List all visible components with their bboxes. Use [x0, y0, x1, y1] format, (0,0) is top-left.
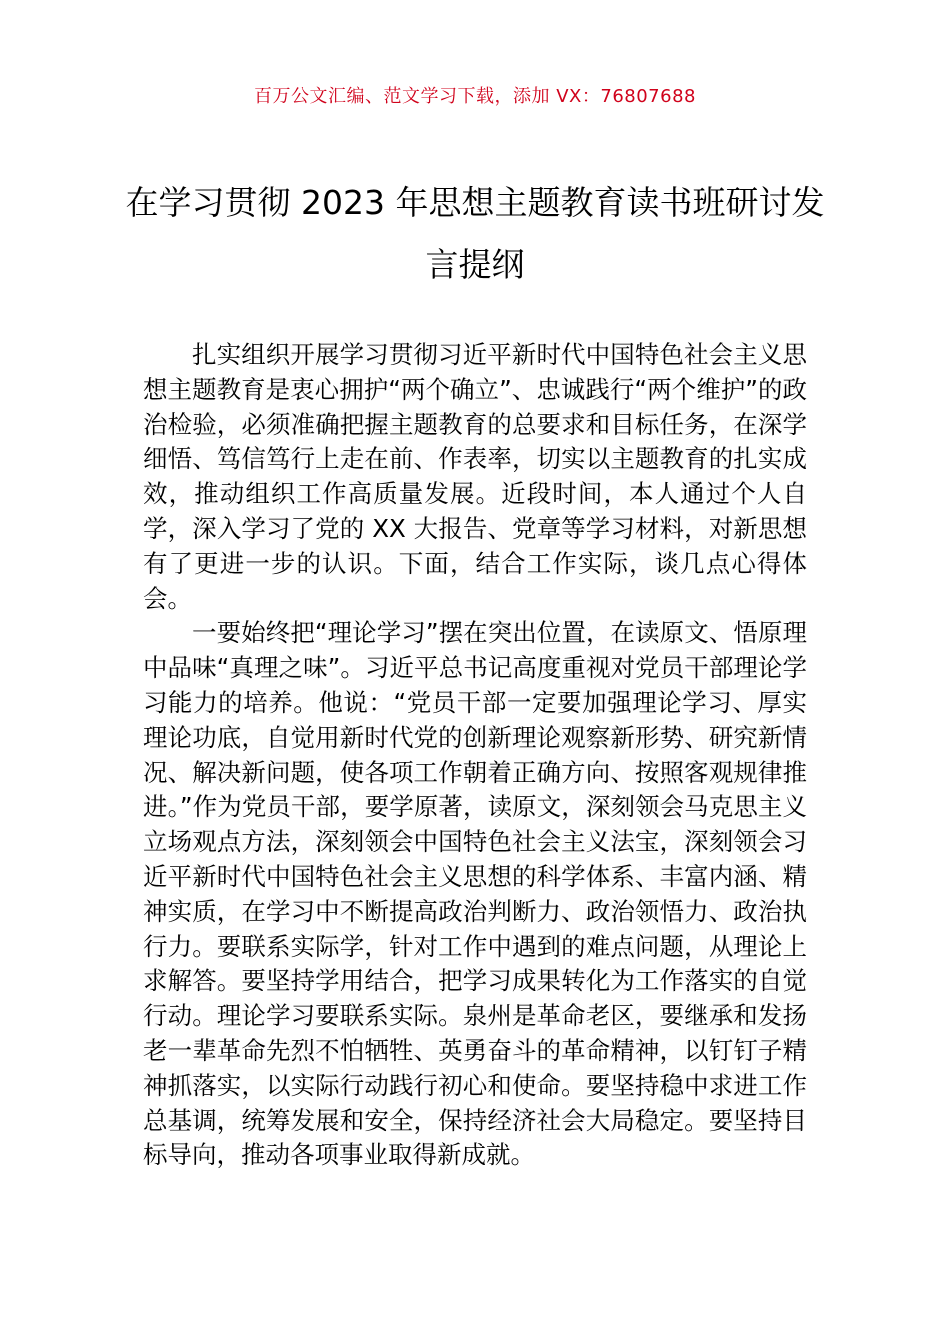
- paragraph-intro: 扎实组织开展学习贯彻习近平新时代中国特色社会主义思想主题教育是衷心拥护“两个确立”、忠诚践行“两个维护”的政治检验，必须准确把握主题教育的总要求和目标任务，在深学细悟、笃信笃行上走在前、作表率，切实以主题教育的扎实成效，推动组织工作高质量发展。近段时间，本人通过个人自学，深入学习了党的 XX 大报告、党章等学习材料，对新思想有了更进一步的认识。下面，结合工作实际，谈几点心得体会。: [143, 340, 807, 613]
- paragraph-point-one: 一要始终把“理论学习”摆在突出位置，在读原文、悟原理中品味“真理之味”。习近平总书记高度重视对党员干部理论学习能力的培养。他说：“党员干部一定要加强理论学习、厚实理论功底，自觉用新时代党的创新理论观察新形势、研究新情况、解决新问题，使各项工作朝着正确方向、按照客观规律推进。”作为党员干部，要学原著，读原文，深刻领会马克思主义立场观点方法，深刻领会中国特色社会主义法宝，深刻领会习近平新时代中国特色社会主义思想的科学体系、丰富内涵、精神实质，在学习中不断提高政治判断力、政治领悟力、政治执行力。要联系实际学，针对工作中遇到的难点问题，从理论上求解答。要坚持学用结合，把学习成果转化为工作落实的自觉行动。理论学习要联系实际。泉州是革命老区，要继承和发扬老一辈革命先烈不怕牺牲、英勇奋斗的革命精神，以钉钉子精神抓落实，以实际行动践行初心和使命。要坚持稳中求进工作总基调，统筹发展和安全，保持经济社会大局稳定。要坚持目标导向，推动各项事业取得新成就。: [143, 618, 807, 1170]
- header-watermark-note: 百万公文汇编、范文学习下载，添加 VX：76807688: [254, 86, 696, 107]
- document-title: 在学习贯彻 2023 年思想主题教育读书班研讨发言提纲: [125, 183, 825, 284]
- document-body: [143, 338, 807, 1173]
